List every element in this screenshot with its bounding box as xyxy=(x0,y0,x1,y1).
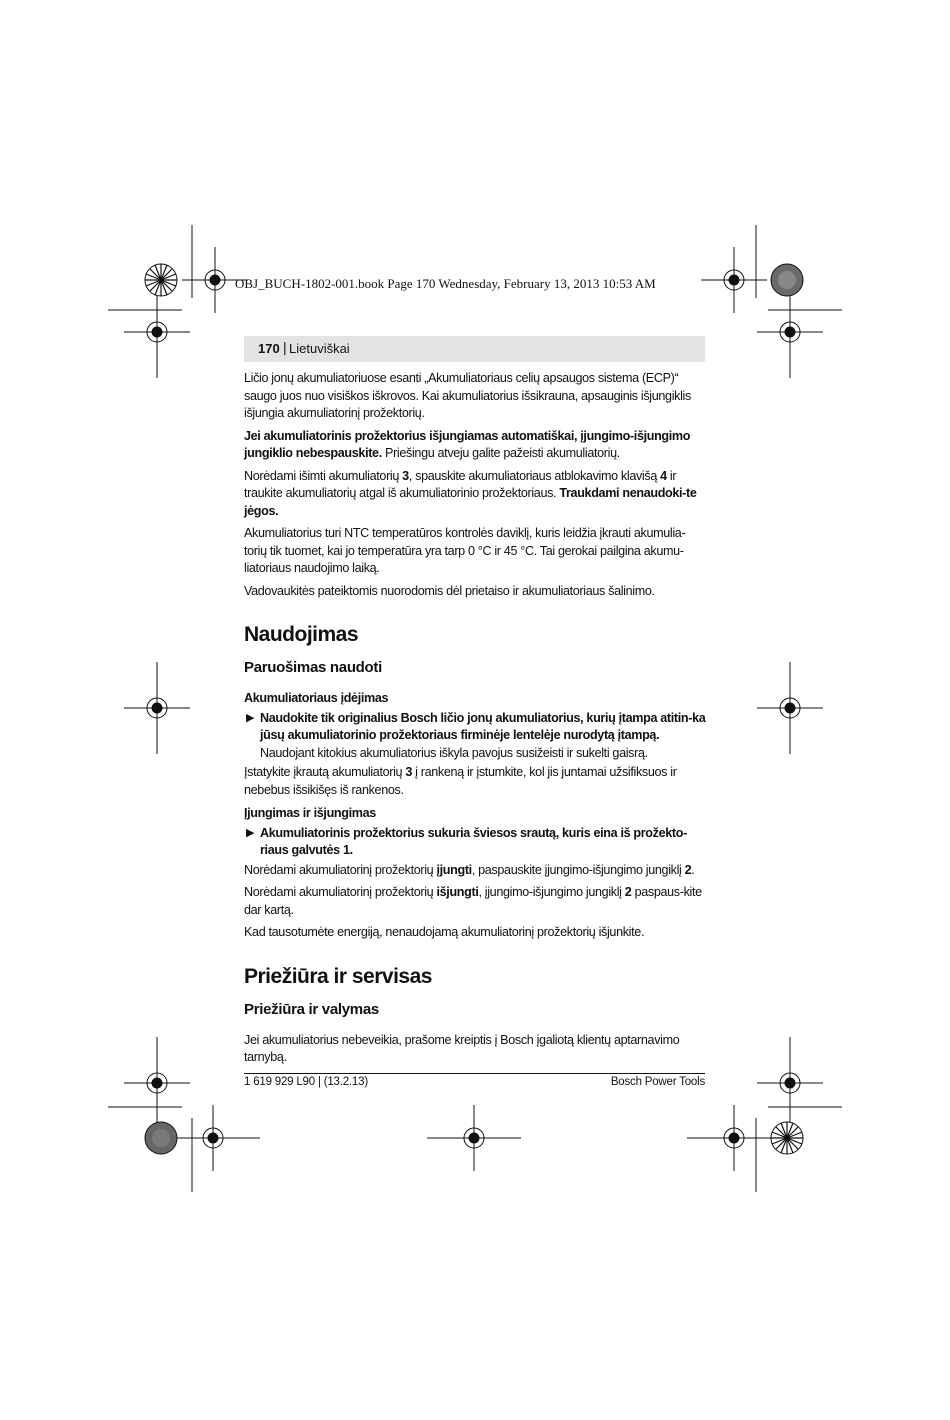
book-slug-line: OBJ_BUCH-1802-001.book Page 170 Wednesday, February 13, 2013 10:53 AM xyxy=(235,276,656,291)
subsection-title-preparation: Paruošimas naudoti xyxy=(244,659,382,676)
paragraph-switch-on xyxy=(244,862,706,880)
intro-paragraph-ntc: Akumuliatorius turi NTC temperatūros kontrolės daviklį, kuris leidžia įkrauti akumulia-torių tik tuomet, kai jo temperatūra yra tarp 0 °C ir 45 °C. Tai gerokai pailgina akumu-liatoriaus naudojimo laiką. xyxy=(244,526,686,575)
footer-brand: Bosch Power Tools xyxy=(610,1076,705,1088)
on-text-a: Norėdami akumuliatorinį prožektorių xyxy=(244,862,437,877)
insert-text-b: į rankeną ir įstumkite, kol jis juntamai užsifiksuos ir nebebus išsikišęs iš rankenos. xyxy=(244,765,677,797)
paragraph-service: Jei akumuliatorius nebeveikia, prašome kreiptis į Bosch įgaliotą klientų aptarnavimo tarnybą. xyxy=(244,1032,680,1064)
off-text-b: , įjungimo-išjungimo jungiklį xyxy=(478,885,625,899)
section-title-naudojimas: Naudojimas xyxy=(244,623,359,646)
warning-rest: Priešingu atveju galite pažeisti akumuliatorių. xyxy=(381,446,620,460)
bullet2-bold: Akumuliatorinis prožektorius sukuria šviesos srautą, kuris eina iš prožekto-riaus galvutės 1. xyxy=(260,825,687,857)
footer-rule xyxy=(244,1073,705,1074)
remove-text-b: , spauskite akumuliatoriaus atblokavimo klavišą xyxy=(408,468,661,483)
triangle-bullet-icon: ▶ xyxy=(246,711,255,724)
paragraph-insert-battery xyxy=(244,764,706,799)
heading-battery-insert: Akumuliatoriaus įdėjimas xyxy=(244,691,389,705)
subsection-title-cleaning: Priežiūra ir valymas xyxy=(244,1000,379,1018)
remove-ref-3: 3 xyxy=(402,468,409,483)
bullet-original-batteries xyxy=(244,710,706,763)
paragraph-save-energy: Kad tausotumėte energiją, nenaudojamą akumuliatorinį prožektorių išjunkite. xyxy=(244,925,645,939)
on-text-c: . xyxy=(691,862,695,877)
insert-ref-3: 3 xyxy=(405,765,412,779)
page-header xyxy=(244,336,705,362)
intro-paragraph-warning xyxy=(244,428,706,463)
remove-text-c: ir traukite akumuliatorių atgal iš akumuliatorinio prožektoriaus. xyxy=(244,468,677,500)
remove-bold: Traukdami nenaudoki-te jėgos. xyxy=(244,486,697,518)
page-content xyxy=(244,370,706,1072)
intro-paragraph-disposal: Vadovaukitės pateiktomis nuorodomis dėl prietaiso ir akumuliatoriaus šalinimo. xyxy=(244,583,655,598)
triangle-bullet-icon: ▶ xyxy=(246,826,255,839)
heading-switch-on-off: Įjungimas ir išjungimas xyxy=(244,806,376,820)
remove-text-a: Norėdami išimti akumuliatorių xyxy=(244,468,403,483)
bullet-light-beam xyxy=(244,825,706,860)
remove-ref-4: 4 xyxy=(660,468,667,483)
off-bold: išjungti xyxy=(436,885,479,899)
off-ref-2: 2 xyxy=(624,885,632,899)
footer-document-number: 1 619 929 L90 | (13.2.13) xyxy=(244,1076,368,1088)
on-ref-2: 2 xyxy=(684,862,692,877)
warning-bold: Jei akumuliatorinis prožektorius išjungiamas automatiškai, įjungimo-išjungimo jungiklio nebespauskite. xyxy=(244,428,691,460)
header-language: Lietuviškai xyxy=(289,341,350,356)
page-number: 170 xyxy=(258,341,280,356)
off-text-c: paspaus-kite dar kartą. xyxy=(244,885,702,917)
off-text-a: Norėdami akumuliatorinį prožektorių xyxy=(244,885,437,899)
on-text-b: , paspauskite įjungimo-išjungimo jungiklį xyxy=(471,862,685,877)
paragraph-switch-off xyxy=(244,884,706,919)
intro-paragraph-remove xyxy=(244,468,706,521)
on-bold: įjungti xyxy=(436,862,472,877)
section-title-maintenance: Priežiūra ir servisas xyxy=(244,964,432,988)
insert-text-a: Įstatykite įkrautą akumuliatorių xyxy=(244,765,406,779)
bullet1-bold: Naudokite tik originalius Bosch ličio jonų akumuliatorius, kurių įtampa atitin-ka jūsų akumuliatorinio prožektoriaus firminėje lentelėje nurodytą įtampą. xyxy=(260,710,706,742)
intro-paragraph-ecp: Ličio jonų akumuliatoriuose esanti „Akumuliatoriaus celių apsaugos sistema (ECP)“ saugo juos nuo visiškos iškrovos. Kai akumuliatorius išsikrauna, apsauginis išjungiklis išjungia akumuliatorinį prožektorių. xyxy=(244,371,691,420)
header-separator: | xyxy=(283,339,287,355)
bullet1-rest: Naudojant kitokius akumuliatorius iškyla pavojus susižeisti ir sukelti gaisrą. xyxy=(260,745,648,760)
